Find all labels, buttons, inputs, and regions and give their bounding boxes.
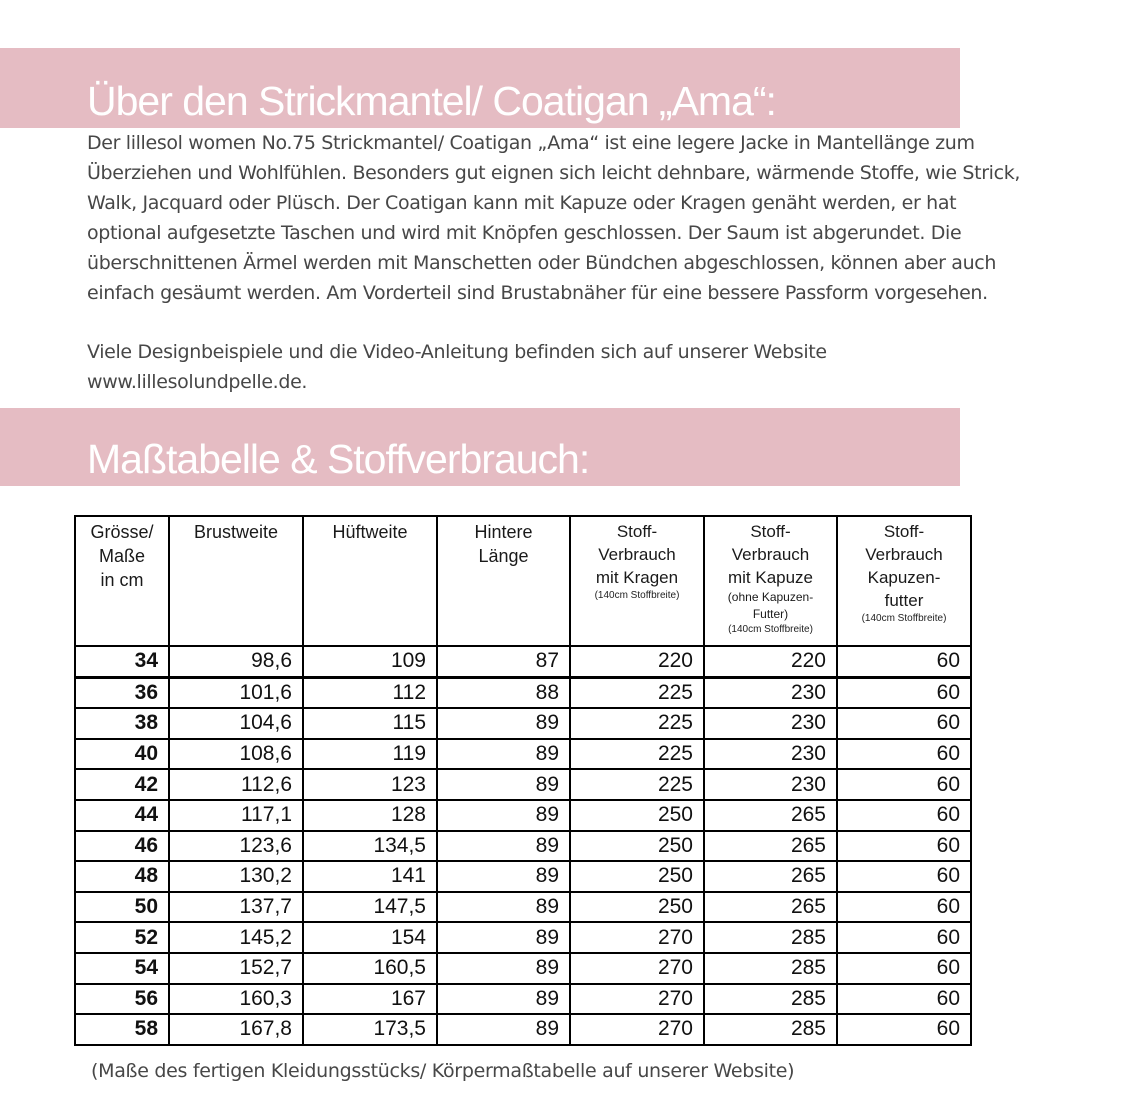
header-note: (140cm Stoffbreite) bbox=[594, 590, 680, 601]
description-line: überschnittenen Ärmel werden mit Manschetten oder Bündchen abgeschlossen, können aber auch bbox=[87, 252, 997, 274]
cell-chest: 130,2 bbox=[169, 861, 303, 892]
header-fabric-collar: Stoff- Verbrauch mit Kragen (140cm Stoffbreite) bbox=[570, 516, 704, 646]
cell-size: 42 bbox=[75, 769, 169, 800]
cell-back-length: 89 bbox=[437, 769, 570, 800]
cell-hood-lining: 60 bbox=[837, 739, 971, 770]
cell-hood-lining: 60 bbox=[837, 677, 971, 708]
cell-back-length: 89 bbox=[437, 892, 570, 923]
cell-size: 58 bbox=[75, 1014, 169, 1045]
header-note: (140cm Stoffbreite) bbox=[728, 624, 813, 635]
header-chest: Brustweite bbox=[169, 516, 303, 646]
table-row bbox=[75, 984, 971, 1015]
cell-hood-lining: 60 bbox=[837, 953, 971, 984]
cell-hip: 167 bbox=[303, 984, 437, 1015]
cell-fabric-hood: 285 bbox=[704, 953, 837, 984]
cell-hood-lining: 60 bbox=[837, 922, 971, 953]
table-footnote: (Maße des fertigen Kleidungsstücks/ Körpermaßtabelle auf unserer Website) bbox=[91, 1060, 795, 1082]
cell-hip: 147,5 bbox=[303, 892, 437, 923]
website-info-line: Viele Designbeispiele und die Video-Anleitung befinden sich auf unserer Website bbox=[87, 341, 827, 363]
website-paragraph bbox=[87, 337, 1107, 397]
table-body bbox=[75, 646, 971, 1045]
cell-fabric-collar: 250 bbox=[570, 861, 704, 892]
cell-hip: 141 bbox=[303, 861, 437, 892]
header-hood-lining: Stoff- Verbrauch Kapuzen- futter (140cm Stoffbreite) bbox=[837, 516, 971, 646]
cell-fabric-hood: 230 bbox=[704, 677, 837, 708]
cell-fabric-hood: 220 bbox=[704, 646, 837, 677]
cell-size: 50 bbox=[75, 892, 169, 923]
cell-size: 56 bbox=[75, 984, 169, 1015]
cell-fabric-hood: 230 bbox=[704, 739, 837, 770]
cell-back-length: 89 bbox=[437, 861, 570, 892]
table-row bbox=[75, 892, 971, 923]
cell-fabric-hood: 265 bbox=[704, 892, 837, 923]
cell-fabric-collar: 270 bbox=[570, 1014, 704, 1045]
table-header-row bbox=[75, 516, 971, 646]
cell-hood-lining: 60 bbox=[837, 646, 971, 677]
cell-chest: 98,6 bbox=[169, 646, 303, 677]
cell-chest: 137,7 bbox=[169, 892, 303, 923]
cell-back-length: 89 bbox=[437, 831, 570, 862]
cell-back-length: 87 bbox=[437, 646, 570, 677]
cell-fabric-collar: 250 bbox=[570, 892, 704, 923]
header-note: (ohne Kapuzen- bbox=[727, 590, 814, 604]
section-banner-measurements bbox=[0, 408, 960, 486]
description-line: Überziehen und Wohlfühlen. Besonders gut eignen sich leicht dehnbare, wärmende Stoffe, wie Strick, bbox=[87, 162, 1021, 184]
table-row bbox=[75, 677, 971, 708]
cell-fabric-collar: 225 bbox=[570, 677, 704, 708]
cell-hip: 160,5 bbox=[303, 953, 437, 984]
cell-hip: 109 bbox=[303, 646, 437, 677]
cell-chest: 108,6 bbox=[169, 739, 303, 770]
cell-fabric-collar: 220 bbox=[570, 646, 704, 677]
cell-hip: 112 bbox=[303, 677, 437, 708]
table-row bbox=[75, 739, 971, 770]
cell-chest: 117,1 bbox=[169, 800, 303, 831]
cell-back-length: 88 bbox=[437, 677, 570, 708]
cell-fabric-collar: 225 bbox=[570, 739, 704, 770]
section-title-measurements: Maßtabelle & Stoffverbrauch: bbox=[87, 436, 590, 482]
table-row bbox=[75, 646, 971, 677]
header-hip: Hüftweite bbox=[303, 516, 437, 646]
header-note: (140cm Stoffbreite) bbox=[861, 613, 947, 624]
cell-back-length: 89 bbox=[437, 739, 570, 770]
cell-size: 52 bbox=[75, 922, 169, 953]
cell-back-length: 89 bbox=[437, 708, 570, 739]
cell-chest: 104,6 bbox=[169, 708, 303, 739]
cell-size: 46 bbox=[75, 831, 169, 862]
header-fabric-hood: Stoff- Verbrauch mit Kapuze (ohne Kapuzen- Futter) (140cm Stoffbreite) bbox=[704, 516, 837, 646]
cell-fabric-collar: 270 bbox=[570, 922, 704, 953]
cell-size: 38 bbox=[75, 708, 169, 739]
header-size: Grösse/ Maße in cm bbox=[75, 516, 169, 646]
cell-fabric-collar: 270 bbox=[570, 953, 704, 984]
cell-hip: 173,5 bbox=[303, 1014, 437, 1045]
table-row bbox=[75, 769, 971, 800]
table-row bbox=[75, 800, 971, 831]
cell-fabric-hood: 265 bbox=[704, 861, 837, 892]
cell-chest: 123,6 bbox=[169, 831, 303, 862]
cell-fabric-collar: 270 bbox=[570, 984, 704, 1015]
cell-hip: 115 bbox=[303, 708, 437, 739]
cell-fabric-hood: 265 bbox=[704, 800, 837, 831]
cell-hip: 154 bbox=[303, 922, 437, 953]
cell-size: 34 bbox=[75, 646, 169, 677]
cell-fabric-hood: 265 bbox=[704, 831, 837, 862]
cell-back-length: 89 bbox=[437, 1014, 570, 1045]
cell-hood-lining: 60 bbox=[837, 831, 971, 862]
section-banner-about bbox=[0, 48, 960, 128]
header-back-length: Hintere Länge bbox=[437, 516, 570, 646]
cell-fabric-hood: 285 bbox=[704, 922, 837, 953]
cell-fabric-hood: 285 bbox=[704, 984, 837, 1015]
table-row bbox=[75, 922, 971, 953]
cell-fabric-collar: 225 bbox=[570, 769, 704, 800]
cell-size: 54 bbox=[75, 953, 169, 984]
description-line: Walk, Jacquard oder Plüsch. Der Coatigan kann mit Kapuze oder Kragen genäht werden, er hat bbox=[87, 192, 957, 214]
cell-chest: 112,6 bbox=[169, 769, 303, 800]
size-chart-table bbox=[74, 515, 972, 1046]
cell-hood-lining: 60 bbox=[837, 800, 971, 831]
cell-back-length: 89 bbox=[437, 800, 570, 831]
cell-size: 40 bbox=[75, 739, 169, 770]
cell-fabric-collar: 225 bbox=[570, 708, 704, 739]
cell-size: 44 bbox=[75, 800, 169, 831]
cell-back-length: 89 bbox=[437, 953, 570, 984]
cell-chest: 145,2 bbox=[169, 922, 303, 953]
cell-hood-lining: 60 bbox=[837, 892, 971, 923]
website-url: www.lillesolundpelle.de. bbox=[87, 371, 308, 393]
cell-chest: 152,7 bbox=[169, 953, 303, 984]
cell-size: 48 bbox=[75, 861, 169, 892]
description-line: optional aufgesetzte Taschen und wird mit Knöpfen geschlossen. Der Saum ist abgerundet. Die bbox=[87, 222, 962, 244]
cell-hood-lining: 60 bbox=[837, 984, 971, 1015]
header-note: Futter) bbox=[752, 607, 789, 621]
cell-hip: 128 bbox=[303, 800, 437, 831]
cell-hood-lining: 60 bbox=[837, 861, 971, 892]
description-paragraph bbox=[87, 128, 1107, 308]
cell-fabric-hood: 285 bbox=[704, 1014, 837, 1045]
table-row bbox=[75, 861, 971, 892]
cell-back-length: 89 bbox=[437, 984, 570, 1015]
cell-hood-lining: 60 bbox=[837, 769, 971, 800]
cell-hood-lining: 60 bbox=[837, 1014, 971, 1045]
description-line: einfach gesäumt werden. Am Vorderteil sind Brustabnäher für eine bessere Passform vorgesehen. bbox=[87, 282, 988, 304]
cell-hip: 123 bbox=[303, 769, 437, 800]
table-row bbox=[75, 831, 971, 862]
cell-size: 36 bbox=[75, 677, 169, 708]
cell-hip: 119 bbox=[303, 739, 437, 770]
cell-fabric-hood: 230 bbox=[704, 708, 837, 739]
cell-chest: 160,3 bbox=[169, 984, 303, 1015]
table-row bbox=[75, 708, 971, 739]
cell-chest: 101,6 bbox=[169, 677, 303, 708]
cell-chest: 167,8 bbox=[169, 1014, 303, 1045]
table-row bbox=[75, 953, 971, 984]
section-title-about: Über den Strickmantel/ Coatigan „Ama“: bbox=[87, 78, 776, 124]
cell-hip: 134,5 bbox=[303, 831, 437, 862]
cell-fabric-hood: 230 bbox=[704, 769, 837, 800]
cell-back-length: 89 bbox=[437, 922, 570, 953]
description-line: Der lillesol women No.75 Strickmantel/ Coatigan „Ama“ ist eine legere Jacke in Mantellänge zum bbox=[87, 132, 975, 154]
cell-hood-lining: 60 bbox=[837, 708, 971, 739]
cell-fabric-collar: 250 bbox=[570, 831, 704, 862]
cell-fabric-collar: 250 bbox=[570, 800, 704, 831]
table-row bbox=[75, 1014, 971, 1045]
